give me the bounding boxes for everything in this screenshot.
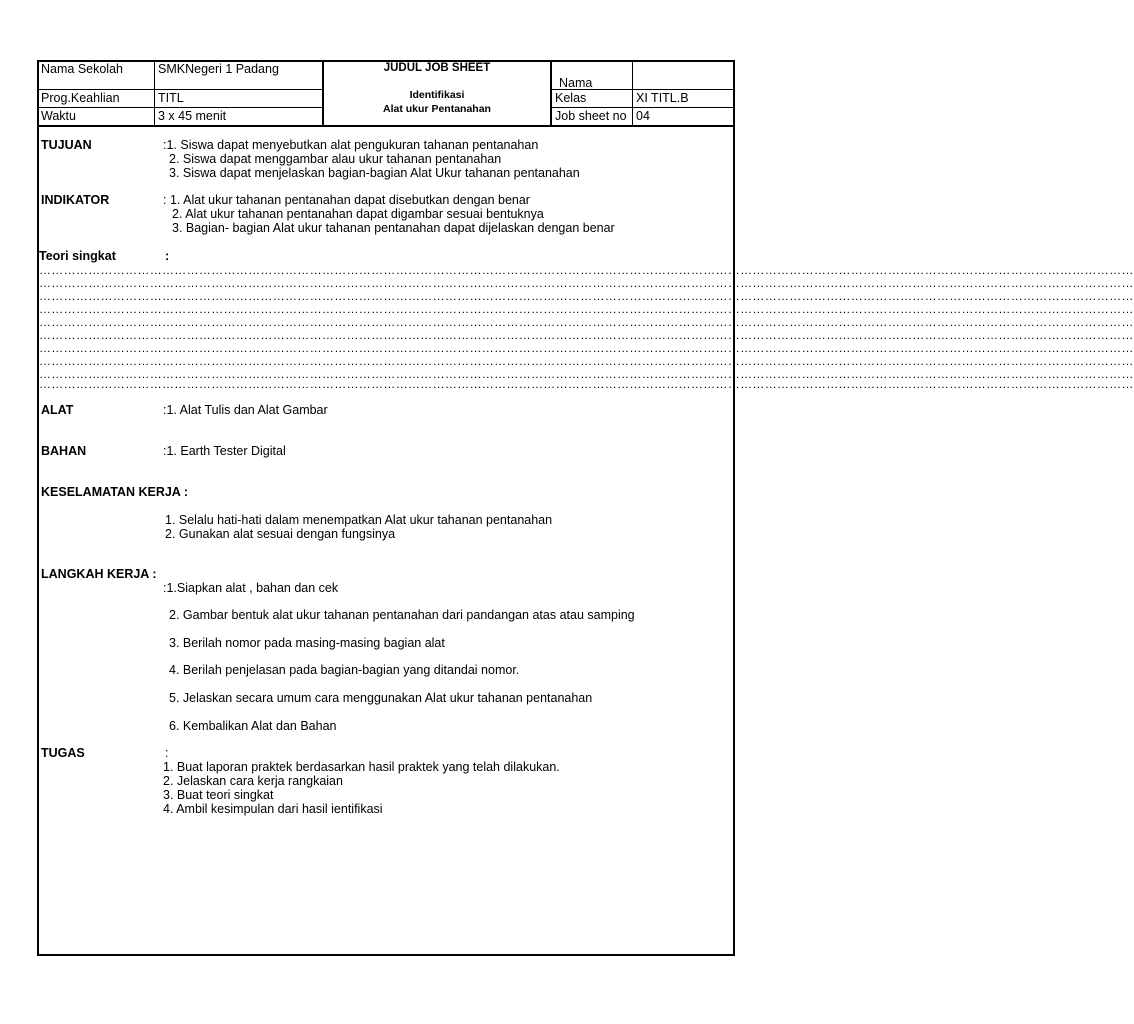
teori-dot-line: …………………………………………………………………………………………………………………………………………………………………………………………………………………………………………… <box>39 289 1134 303</box>
program-label: Prog.Keahlian <box>41 91 120 105</box>
tugas-item-3: 3. Buat teori singkat <box>163 788 274 802</box>
keselamatan-label: KESELAMATAN KERJA : <box>41 485 188 499</box>
time-value: 3 x 45 menit <box>158 109 227 123</box>
teori-dot-line-short: …………………………………………………………………………………………………………………………………………………………………………………………………………………………………………… <box>39 377 1134 391</box>
job-sheet-title: JUDUL JOB SHEET <box>383 62 491 74</box>
teori-dot-line: …………………………………………………………………………………………………………………………………………………………………………………………………………………………………………… <box>39 354 1134 368</box>
langkah-label: LANGKAH KERJA : <box>41 567 157 581</box>
header-row-line-2-right <box>551 107 735 108</box>
teori-dot-line: …………………………………………………………………………………………………………………………………………………………………………………………………………………………………………… <box>39 328 1134 342</box>
header-col-line-4 <box>632 60 633 125</box>
job-sheet-subtitle-2: Alat ukur Pentanahan <box>383 103 491 115</box>
jobsheet-label: Job sheet no <box>555 109 627 123</box>
indikator-label: INDIKATOR <box>41 193 110 207</box>
tujuan-item-2: 2. Siswa dapat menggambar alau ukur tahanan pentanahan <box>169 152 502 166</box>
time-label: Waktu <box>41 109 76 123</box>
program-value: TITL <box>158 91 184 105</box>
header-bottom-border <box>37 125 735 127</box>
class-value: XI TITL.B <box>636 91 689 105</box>
bahan-value: :1. Earth Tester Digital <box>163 444 286 458</box>
job-sheet-subtitle-1: Identifikasi <box>409 89 465 101</box>
teori-colon: : <box>165 249 170 263</box>
header-row-line-1-left <box>37 89 323 90</box>
tugas-item-4: 4. Ambil kesimpulan dari hasil ientifikasi <box>163 802 383 816</box>
indikator-item-1: : 1. Alat ukur tahanan pentanahan dapat disebutkan dengan benar <box>163 193 530 207</box>
langkah-item-2: 2. Gambar bentuk alat ukur tahanan pentanahan dari pandangan atas atau samping <box>169 608 635 622</box>
teori-dot-line: …………………………………………………………………………………………………………………………………………………………………………………………………………………………………………… <box>39 263 1134 277</box>
langkah-item-3: 3. Berilah nomor pada masing-masing bagian alat <box>169 636 445 650</box>
tujuan-label: TUJUAN <box>41 138 92 152</box>
school-value: SMKNegeri 1 Padang <box>158 62 279 76</box>
langkah-item-4: 4. Berilah penjelasan pada bagian-bagian yang ditandai nomor. <box>169 663 520 677</box>
langkah-item-6: 6. Kembalikan Alat dan Bahan <box>169 719 337 733</box>
header-col-line-3 <box>550 60 552 125</box>
header-row-line-2-left <box>37 107 323 108</box>
tugas-item-1: 1. Buat laporan praktek berdasarkan hasil praktek yang telah dilakukan. <box>163 760 560 774</box>
header-col-line-1 <box>154 60 155 125</box>
langkah-item-5: 5. Jelaskan secara umum cara menggunakan Alat ukur tahanan pentanahan <box>169 691 593 705</box>
teori-dot-line: …………………………………………………………………………………………………………………………………………………………………………………………………………………………………………… <box>39 302 1134 316</box>
indikator-item-2: 2. Alat ukur tahanan pentanahan dapat digambar sesuai bentuknya <box>172 207 544 221</box>
tugas-item-2: 2. Jelaskan cara kerja rangkaian <box>163 774 343 788</box>
tujuan-item-1: :1. Siswa dapat menyebutkan alat pengukuran tahanan pentanahan <box>163 138 539 152</box>
teori-dot-line: …………………………………………………………………………………………………………………………………………………………………………………………………………………………………………… <box>39 367 1134 381</box>
class-label: Kelas <box>555 91 587 105</box>
alat-value: :1. Alat Tulis dan Alat Gambar <box>163 403 328 417</box>
indikator-item-3: 3. Bagian- bagian Alat ukur tahanan pentanahan dapat dijelaskan dengan benar <box>172 221 615 235</box>
teori-dot-line: …………………………………………………………………………………………………………………………………………………………………………………………………………………………………………… <box>39 315 1134 329</box>
bahan-label: BAHAN <box>41 444 87 458</box>
keselamatan-item-2: 2. Gunakan alat sesuai dengan fungsinya <box>165 527 396 541</box>
tugas-colon: : <box>165 746 169 760</box>
name-label: Nama <box>559 76 593 90</box>
tugas-label: TUGAS <box>41 746 85 760</box>
jobsheet-value: 04 <box>636 109 650 123</box>
alat-label: ALAT <box>41 403 74 417</box>
keselamatan-item-1: 1. Selalu hati-hati dalam menempatkan Alat ukur tahanan pentanahan <box>165 513 553 527</box>
teori-dot-line: …………………………………………………………………………………………………………………………………………………………………………………………………………………………………………… <box>39 341 1134 355</box>
langkah-item-1: :1.Siapkan alat , bahan dan cek <box>163 581 339 595</box>
teori-dot-line: …………………………………………………………………………………………………………………………………………………………………………………………………………………………………………… <box>39 276 1134 290</box>
tujuan-item-3: 3. Siswa dapat menjelaskan bagian-bagian Alat Ukur tahanan pentanahan <box>169 166 580 180</box>
school-label: Nama Sekolah <box>41 62 123 76</box>
teori-label: Teori singkat <box>39 249 116 263</box>
